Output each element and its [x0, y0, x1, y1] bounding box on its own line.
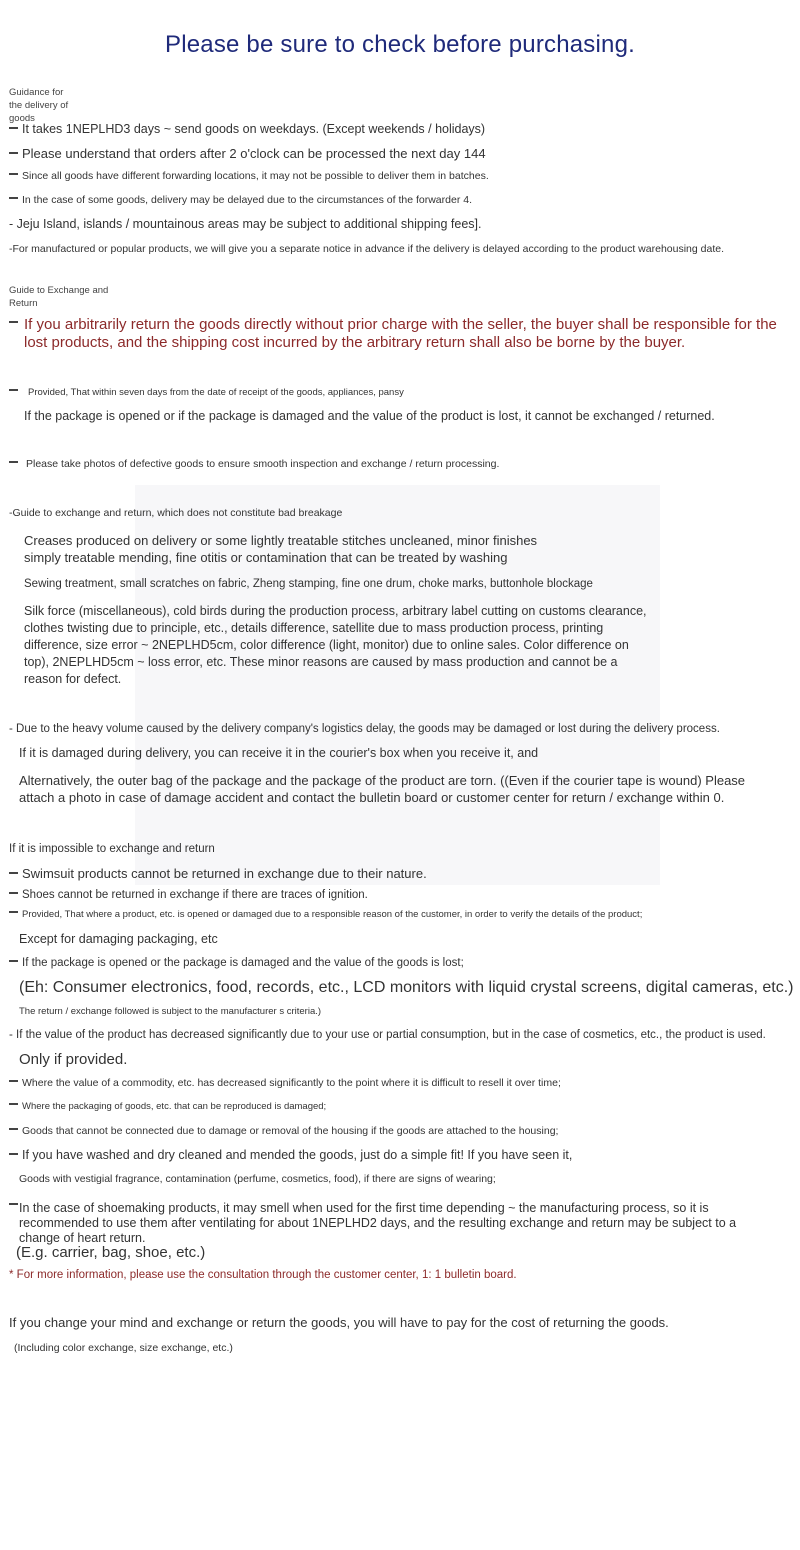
- impossible-item: If you have washed and dry cleaned and mended the goods, just do a simple fit! If you have seen it,: [9, 1148, 572, 1164]
- dash-icon: [9, 461, 18, 463]
- dash-icon: [9, 911, 18, 913]
- exchange-photos: Please take photos of defective goods to ensure smooth inspection and exchange / return processing.: [9, 458, 499, 471]
- impossible-only-if: Only if provided.: [19, 1051, 128, 1068]
- dash-icon: [9, 960, 18, 962]
- impossible-electronics: (Eh: Consumer electronics, food, records, etc., LCD monitors with liquid crystal screens, digital cameras, etc.): [19, 979, 794, 996]
- impossible-shoemaking: In the case of shoemaking products, it may smell when used for the first time depending ~ the manufacturing process, so it is recommended to use them after ventilating for about 1NEPLHD2 days, and the resulting exchange and return may be subject to a change of heart return.: [19, 1201, 737, 1245]
- impossible-item: Where the packaging of goods, etc. that can be reproduced is damaged;: [9, 1101, 326, 1113]
- dash-icon: [9, 173, 18, 175]
- delivery-item: - Jeju Island, islands / mountainous areas may be subject to additional shipping fees].: [9, 217, 482, 231]
- impossible-example: (E.g. carrier, bag, shoe, etc.): [16, 1244, 206, 1261]
- impossible-item: Except for damaging packaging, etc: [19, 932, 218, 946]
- dash-icon: [9, 1203, 18, 1205]
- exchange-warning: If you arbitrarily return the goods directly without prior charge with the seller, the buyer shall be responsible for the lost products, and the shipping cost incurred by the arbitrary return shall also be borne by the buyer.: [24, 316, 777, 351]
- delivery-item: -For manufactured or popular products, we will give you a separate notice in advance if the delivery is delayed according to the product warehousing date.: [9, 243, 724, 255]
- logistics-paragraph: If it is damaged during delivery, you can receive it in the courier's box when you receive it, and: [19, 746, 539, 760]
- exchange-provided: Provided, That within seven days from the date of receipt of the goods, appliances, pansy: [9, 387, 404, 399]
- dash-icon: [9, 152, 18, 154]
- page-title: Please be sure to check before purchasing.: [164, 31, 635, 58]
- impossible-heading: If it is impossible to exchange and return: [9, 843, 215, 855]
- breakage-paragraph: Sewing treatment, small scratches on fabric, Zheng stamping, fine one drum, choke marks, buttonhole blockage: [24, 578, 593, 590]
- exchange-opened: If the package is opened or if the package is damaged and the value of the product is lost, it cannot be exchanged / returned.: [24, 409, 715, 423]
- dash-icon: [9, 127, 18, 129]
- change-mind-note: If you change your mind and exchange or return the goods, you will have to pay for the cost of returning the goods.: [9, 1315, 669, 1330]
- dash-icon: [9, 1128, 18, 1130]
- dash-icon: [9, 1103, 18, 1105]
- dash-icon: [9, 1153, 18, 1155]
- breakage-paragraph: Silk force (miscellaneous), cold birds during the production process, arbitrary label cutting on customs clearance, clothes twisting due to principle, etc., details difference, satellite due to mass production process, printing difference, size error ~ 2NEPLHD5cm, color difference (light, monitor) due to online sales. Color difference on top), 2NEPLHD5cm ~ loss error, etc. These minor reasons are caused by mass production and cannot be a reason for defect.: [24, 604, 647, 686]
- delivery-item: In the case of some goods, delivery may be delayed due to the circumstances of the forwarder 4.: [9, 194, 472, 207]
- dash-icon: [9, 872, 18, 874]
- impossible-item: Goods that cannot be connected due to damage or removal of the housing if the goods are attached to the housing;: [9, 1125, 558, 1138]
- breakage-heading: -Guide to exchange and return, which does not constitute bad breakage: [9, 507, 343, 519]
- impossible-item: Where the value of a commodity, etc. has decreased significantly to the point where it is difficult to resell it over time;: [9, 1077, 561, 1090]
- delivery-item: Please understand that orders after 2 o'clock can be processed the next day 144: [9, 146, 486, 162]
- logistics-paragraph: Alternatively, the outer bag of the package and the package of the product are torn. ((Even if the courier tape is wound) Please attach a photo in case of damage accident and contact the bulletin board or customer center for return / exchange within 0.: [19, 773, 746, 805]
- impossible-criteria: The return / exchange followed is subject to the manufacturer s criteria.): [19, 1006, 322, 1017]
- logistics-heading: - Due to the heavy volume caused by the delivery company's logistics delay, the goods may be damaged or lost during the delivery process.: [9, 723, 720, 735]
- impossible-item: Shoes cannot be returned in exchange if there are traces of ignition.: [9, 888, 368, 902]
- impossible-item: - If the value of the product has decreased significantly due to your use or partial consumption, but in the case of cosmetics, etc., the product is used.: [9, 1029, 766, 1041]
- dash-icon: [9, 892, 18, 894]
- delivery-item: Since all goods have different forwarding locations, it may not be possible to deliver them in batches.: [9, 170, 489, 183]
- dash-icon: [9, 389, 18, 391]
- impossible-item: Goods with vestigial fragrance, contamination (perfume, cosmetics, food), if there are signs of wearing;: [19, 1173, 496, 1185]
- impossible-item: Swimsuit products cannot be returned in exchange due to their nature.: [9, 866, 427, 882]
- including-note: (Including color exchange, size exchange, etc.): [14, 1342, 233, 1354]
- delivery-item: It takes 1NEPLHD3 days ~ send goods on weekdays. (Except weekends / holidays): [9, 122, 485, 138]
- exchange-warning-row: [9, 316, 779, 352]
- breakage-paragraph: Creases produced on delivery or some lightly treatable stitches uncleaned, minor finishes simply treatable mending, fine otitis or contamination that can be treated by washing: [24, 533, 538, 565]
- impossible-shoemaking-row: [9, 1201, 779, 1246]
- more-info-note: * For more information, please use the consultation through the customer center, 1: 1 bulletin board.: [9, 1269, 517, 1281]
- impossible-item: Provided, That where a product, etc. is opened or damaged due to a responsible reason of the customer, in order to verify the details of the product;: [9, 909, 642, 921]
- dash-icon: [9, 197, 18, 199]
- dash-icon: [9, 1080, 18, 1082]
- exchange-heading: Guide to Exchange and Return: [9, 285, 109, 309]
- impossible-item: If the package is opened or the package is damaged and the value of the goods is lost;: [9, 956, 464, 970]
- delivery-heading: Guidance for the delivery of goods: [9, 87, 69, 124]
- dash-icon: [9, 321, 18, 323]
